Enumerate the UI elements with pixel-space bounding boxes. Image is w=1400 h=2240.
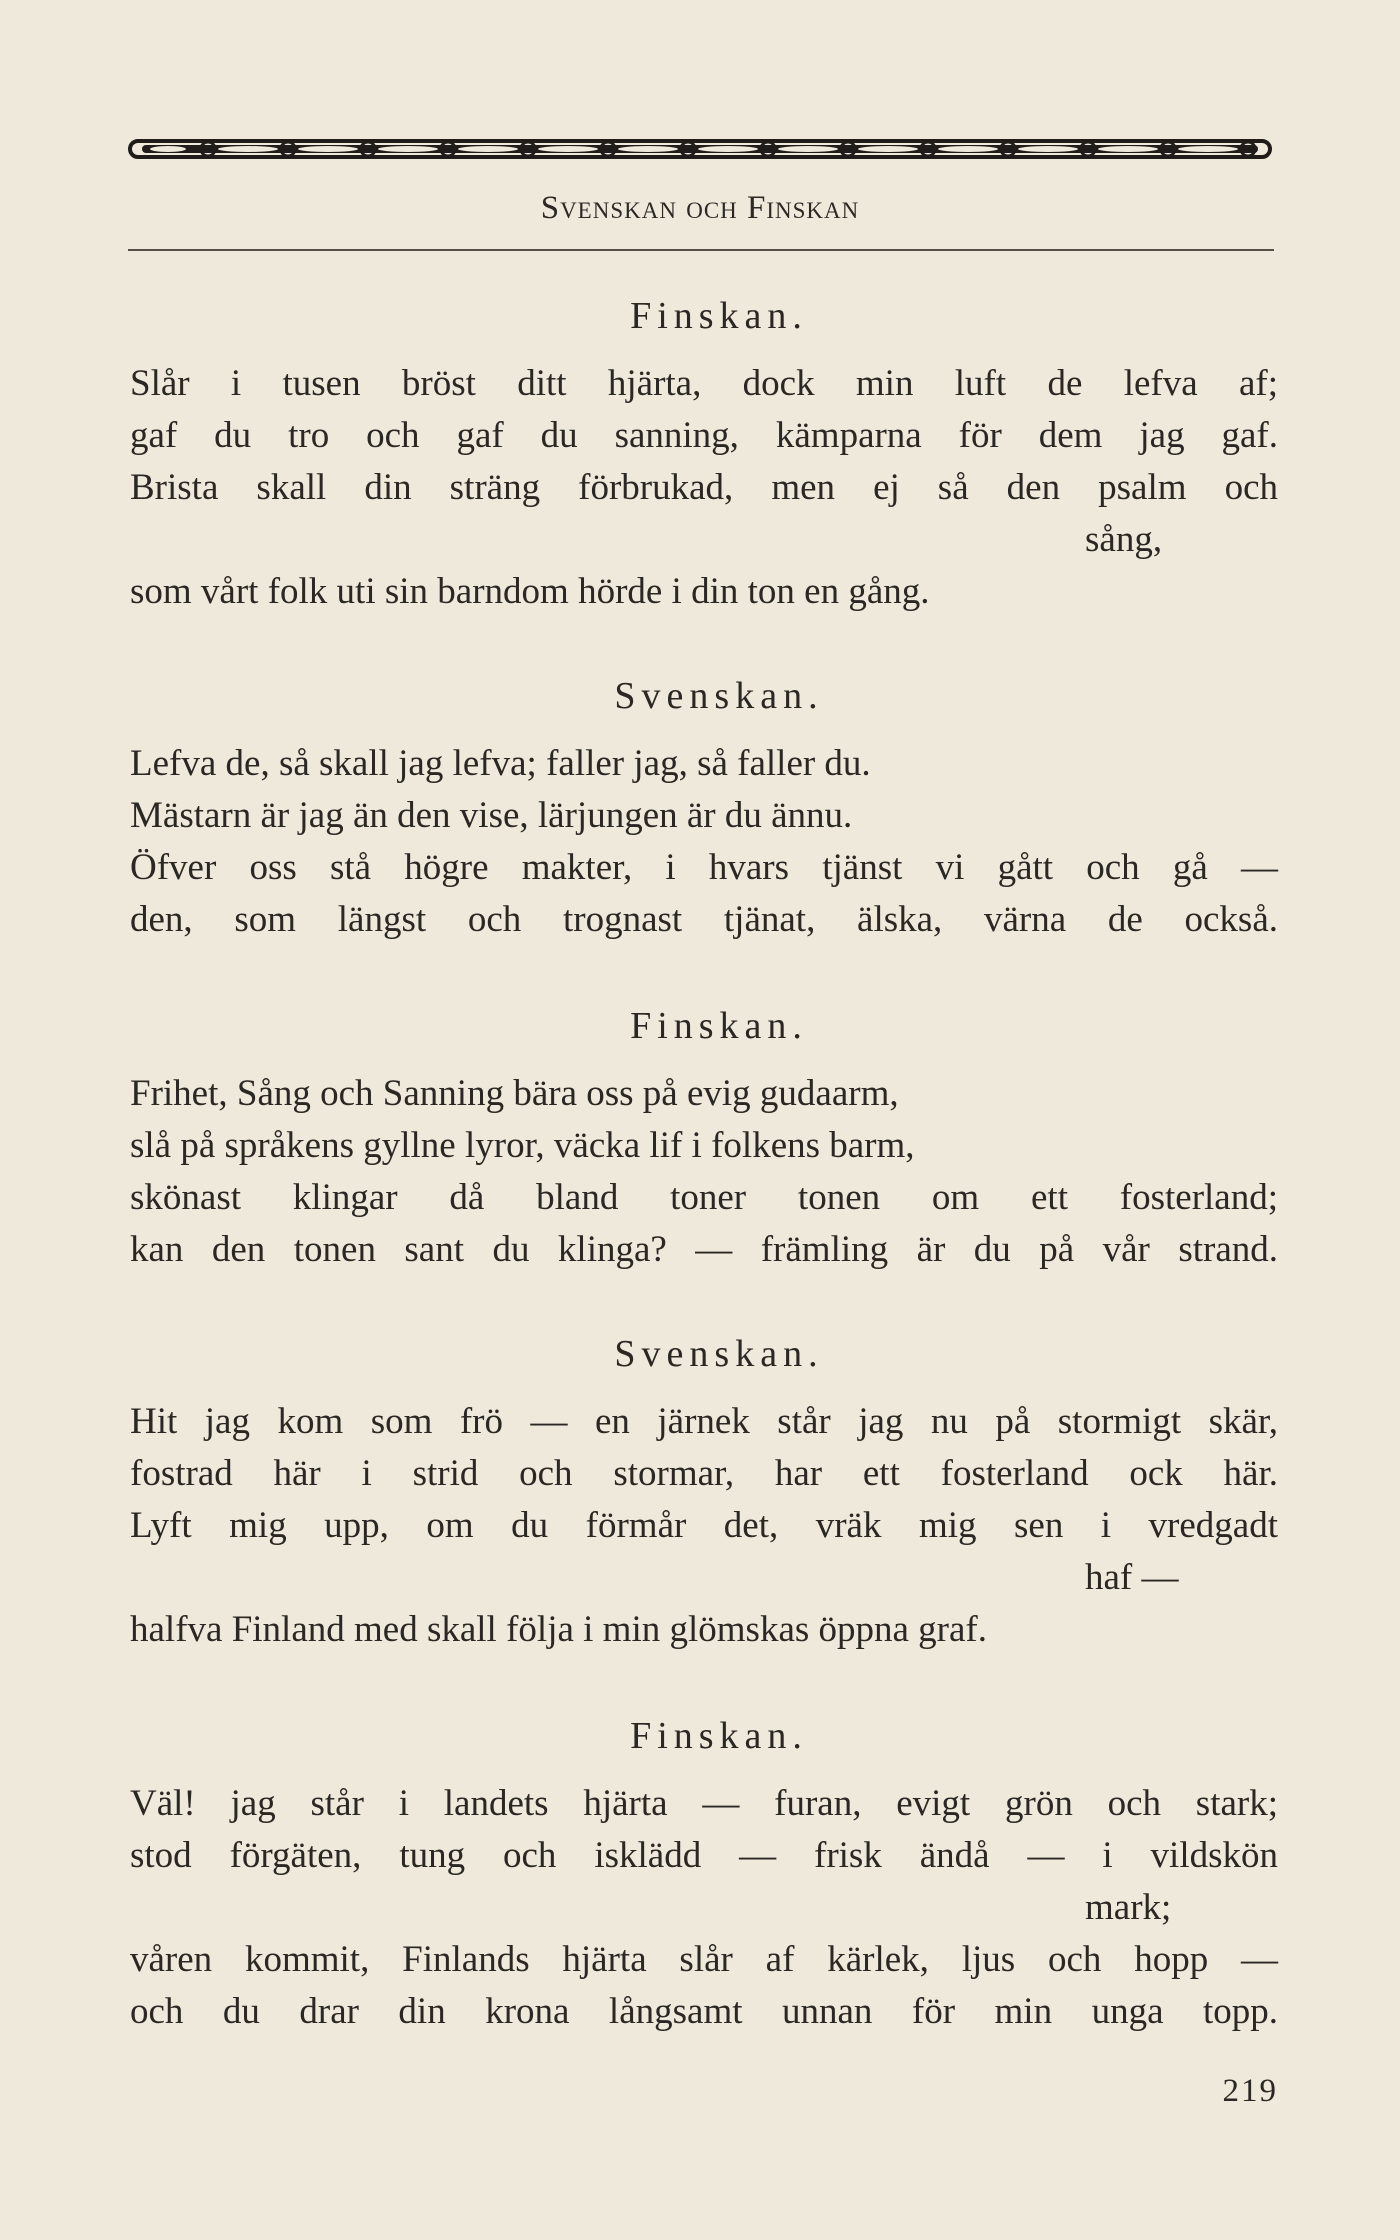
verse-line: Frihet, Sång och Sanning bära oss på evig gudaarm, [130,1073,899,1114]
page-number: 219 [1222,2073,1278,2109]
stanza-2 [130,670,1278,946]
verse-line-turnover: mark; [1085,1887,1172,1928]
verse-line: Öfver oss stå högre makter, i hvars tjänst vi gått och gå — [130,847,1278,888]
stanza-5 [130,1710,1278,2038]
verse-line: och du drar din krona långsamt unnan för min unga topp. [130,1991,1278,2032]
verse-line: som vårt folk uti sin barndom hörde i din ton en gång. [130,571,930,612]
verse-line: gaf du tro och gaf du sanning, kämparna för dem jag gaf. [130,415,1278,456]
verse-line: Lyft mig upp, om du förmår det, vräk mig sen i vredgadt [130,1505,1278,1546]
verse-line: stod förgäten, tung och isklädd — frisk ändå — i vildskön [130,1835,1278,1876]
stanza-1 [130,290,1278,618]
header-rule [128,249,1274,251]
verse-line: den, som längst och trognast tjänat, älska, värna de också. [130,899,1278,940]
verse-line-turnover: haf — [1085,1557,1179,1598]
verse-line-turnover: sång, [1085,519,1163,560]
verse-line: Slår i tusen bröst ditt hjärta, dock min luft de lefva af; [130,363,1278,404]
verse-line: fostrad här i strid och stormar, har ett fosterland ock här. [130,1453,1278,1494]
verse-line: Lefva de, så skall jag lefva; faller jag, så faller du. [130,743,871,784]
stanza-3 [130,1000,1278,1276]
verse-line: kan den tonen sant du klinga? — främling är du på vår strand. [130,1229,1278,1270]
speaker-heading: Finskan. [630,1005,808,1047]
verse-line: skönast klingar då bland toner tonen om ett fosterland; [130,1177,1278,1218]
speaker-heading: Finskan. [630,1715,808,1757]
running-head: Svenskan och Finskan [540,190,860,226]
speaker-heading: Finskan. [630,295,808,337]
verse-line: halfva Finland med skall följa i min glömskas öppna graf. [130,1609,987,1650]
verse-line: slå på språkens gyllne lyror, väcka lif i folkens barm, [130,1125,915,1166]
verse-line: våren kommit, Finlands hjärta slår af kärlek, ljus och hopp — [130,1939,1278,1980]
stanza-4 [130,1328,1278,1656]
verse-line: Väl! jag står i landets hjärta — furan, evigt grön och stark; [130,1783,1278,1824]
speaker-heading: Svenskan. [614,675,824,717]
verse-line: Hit jag kom som frö — en järnek står jag nu på stormigt skär, [130,1401,1278,1442]
speaker-heading: Svenskan. [614,1333,824,1375]
verse-line: Brista skall din sträng förbrukad, men ej så den psalm och [130,467,1278,508]
ornamental-chain-border [128,136,1272,162]
verse-line: Mästarn är jag än den vise, lärjungen är du ännu. [130,795,853,836]
